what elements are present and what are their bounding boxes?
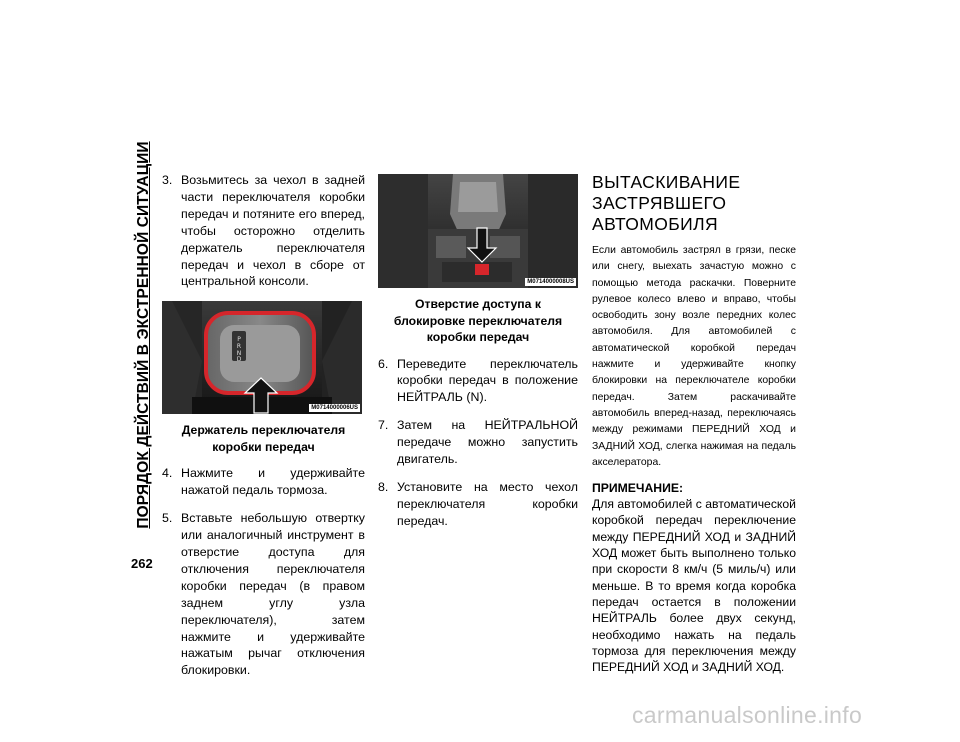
step-text: Установите на место чехол переключателя коробки передач. [397, 479, 578, 528]
svg-text:R: R [236, 343, 242, 351]
chapter-sidebar [132, 141, 156, 529]
step-text: Затем на НЕЙТРАЛЬНОЙ передаче можно запустить двигатель. [397, 418, 578, 467]
step-3 [162, 172, 365, 290]
step-number: 5. [162, 511, 173, 526]
step-number: 4. [162, 466, 173, 481]
step-number: 3. [162, 173, 173, 187]
column-2 [378, 174, 578, 541]
shifter-lock-illustration [378, 174, 578, 288]
step-5 [162, 510, 365, 679]
chapter-title: ПОРЯДОК ДЕЙСТВИЙ В ЭКСТРЕННОЙ СИТУАЦИИ [135, 141, 152, 529]
figure-code: M0714000006US [311, 405, 358, 412]
shifter-bezel-illustration [162, 301, 362, 414]
watermark: carmanualsonline.info [632, 702, 863, 728]
step-4 [162, 465, 365, 499]
figure-shifter-lock-access [378, 174, 578, 288]
step-number: 7. [378, 418, 389, 433]
step-8 [378, 479, 578, 530]
column-3 [592, 172, 796, 675]
page-number: 262 [131, 556, 153, 571]
figure-shifter-bezel [162, 301, 362, 414]
step-text: Возьмитесь за чехол в задней части переключателя коробки передач и потяните его вперед, чтобы осторожно отделить держатель переключателя передач и чехол в сборе от центральной консоли. [181, 173, 365, 289]
step-text: Переведите переключатель коробки передач в положение НЕЙТРАЛЬ (N). [397, 356, 578, 405]
step-text: Вставьте небольшую отвертку или аналогичный инструмент в отверстие доступа для отключения переключателя коробки передач (в правом заднем углу узла переключателя), затем нажмите и удерживайте нажатым рычаг отключения блокировки. [181, 511, 365, 678]
note-title: ПРИМЕЧАНИЕ: [592, 481, 684, 496]
section-heading: ВЫТАСКИВАНИЕ ЗАСТРЯВШЕГО АВТОМОБИЛЯ [592, 172, 741, 234]
step-6 [378, 356, 578, 407]
section-paragraph: Если автомобиль застрял в грязи, песке или снегу, выехать зачастую можно с помощью метода раскачки. Поверните рулевое колесо влево и вправо, чтобы освободить зону возле передних колес автомобиля. Для автомобилей с автоматической коробкой передач нажмите и удерживайте кнопку блокировки на переключателе коробки передач. Затем раскачивайте автомобиль вперед-назад, переключаясь между режимами ПЕРЕДНИЙ ХОД и ЗАДНИЙ ХОД, слегка нажимая на педаль акселератора. [592, 245, 796, 468]
svg-text:N: N [236, 350, 242, 358]
step-number: 6. [378, 356, 389, 371]
step-7 [378, 417, 578, 468]
figure-caption: Отверстие доступа к блокировке переключателя коробки передач [393, 297, 563, 344]
svg-text:P: P [237, 336, 241, 344]
figure-code: M0714000008US [527, 279, 574, 285]
note-text: Для автомобилей с автоматической коробкой передач переключение между ПЕРЕДНИЙ ХОД и ЗАДНИЙ ХОД может быть выполнено только при скорости 8 км/ч (5 миль/ч) или меньше. В то время когда коробка передач остается в положении НЕЙТРАЛЬ более двух секунд, необходимо нажать на педаль тормоза для переключения между ПЕРЕДНИЙ ХОД и ЗАДНИЙ ХОД. [592, 497, 796, 675]
svg-text:D: D [236, 356, 242, 364]
step-text: Нажмите и удерживайте нажатой педаль тормоза. [181, 466, 365, 498]
figure-caption: Держатель переключателя коробки передач [181, 423, 346, 454]
step-number: 8. [378, 479, 389, 494]
column-1 [162, 172, 365, 690]
